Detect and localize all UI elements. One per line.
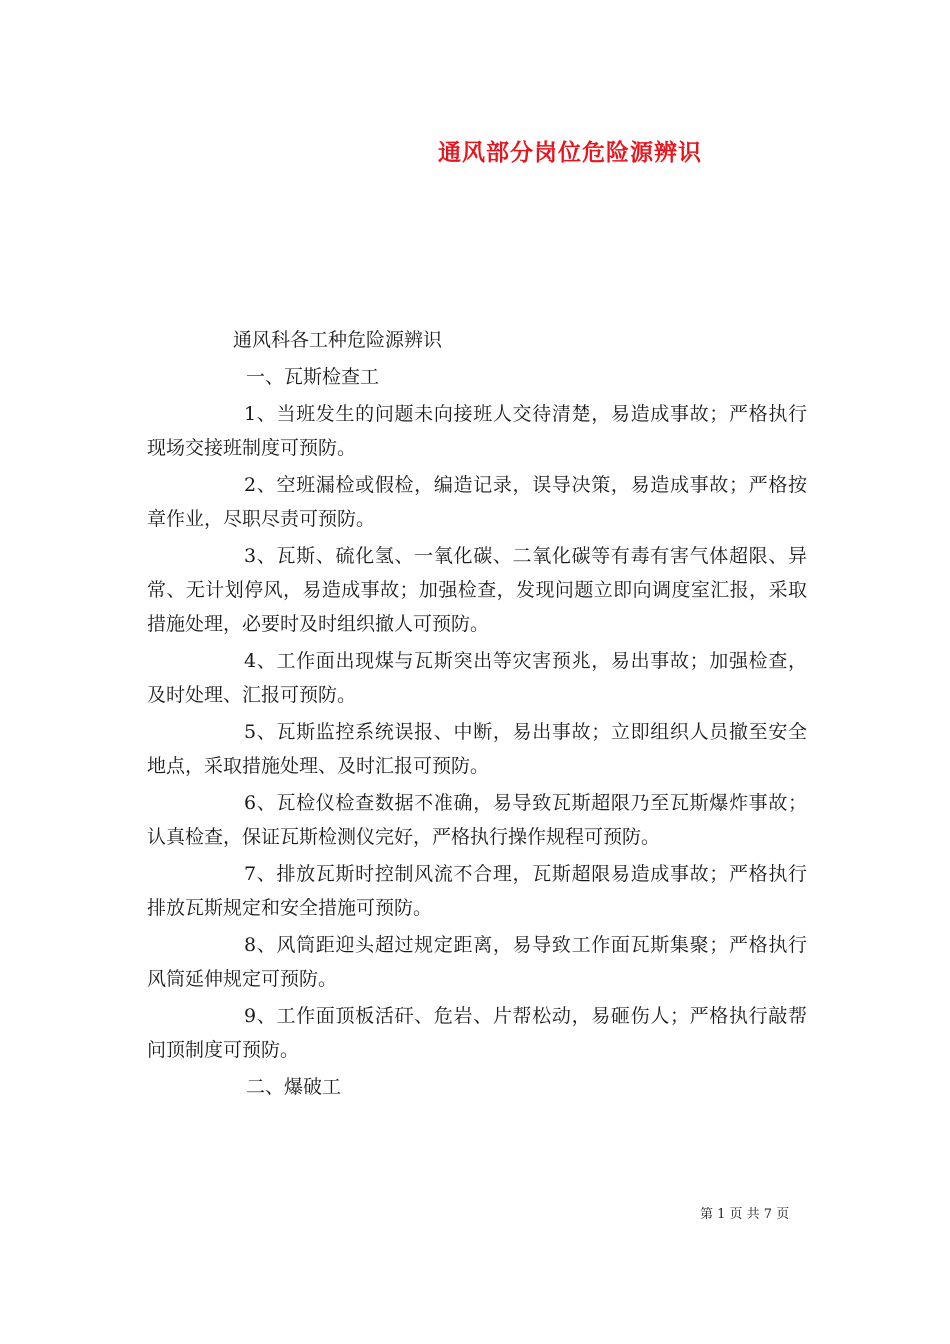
list-item: 3、瓦斯、硫化氢、一氧化碳、二氧化碳等有毒有害气体超限、异常、无计划停风，易造成事故；加强检查，发现问题立即向调度室汇报，采取措施处理，必要时及时组织撤人可预防。 [147,545,807,635]
list-item: 7、排放瓦斯时控制风流不合理，瓦斯超限易造成事故；严格执行排放瓦斯规定和安全措施可预防。 [147,863,807,919]
list-item: 1、当班发生的问题未向接班人交待清楚，易造成事故；严格执行现场交接班制度可预防。 [147,403,807,459]
section-heading: 一、瓦斯检查工 [246,366,380,388]
list-item: 5、瓦斯监控系统误报、中断，易出事故；立即组织人员撤至安全地点，采取措施处理、及时汇报可预防。 [147,721,807,777]
list-item: 4、工作面出现煤与瓦斯突出等灾害预兆，易出事故；加强检查，及时处理、汇报可预防。 [147,650,807,706]
document-title: 通风部分岗位危险源辨识 [438,139,702,166]
document-subtitle: 通风科各工种危险源辨识 [233,329,443,351]
list-item: 6、瓦检仪检查数据不准确，易导致瓦斯超限乃至瓦斯爆炸事故；认真检查，保证瓦斯检测仪完好，严格执行操作规程可预防。 [147,792,807,848]
list-item: 8、风筒距迎头超过规定距离，易导致工作面瓦斯集聚；严格执行风筒延伸规定可预防。 [147,934,807,990]
list-item: 9、工作面顶板活矸、危岩、片帮松动，易砸伤人；严格执行敲帮问顶制度可预防。 [147,1005,807,1061]
list-item: 2、空班漏检或假检，编造记录，误导决策，易造成事故；严格按章作业，尽职尽责可预防。 [147,474,807,530]
document-body [147,323,807,1104]
section-heading: 二、爆破工 [246,1076,342,1098]
page-number: 第 1 页 共 7 页 [700,1207,790,1222]
